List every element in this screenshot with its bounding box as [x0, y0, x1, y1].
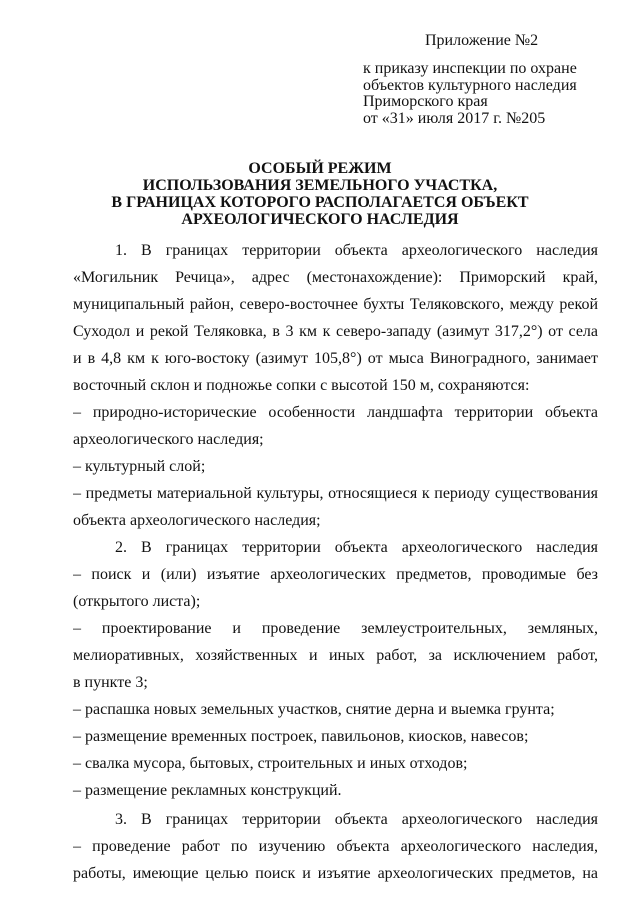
body-line: – проведение работ по изучению объекта археологического наследия,	[73, 838, 598, 855]
body-line: работы, имеющие целью поиск и изъятие археологических предметов, на	[73, 865, 598, 882]
document-title	[0, 160, 640, 228]
body-line: – размещение временных построек, павильонов, киосков, навесов;	[73, 728, 529, 745]
body-line: в пункте 3;	[73, 674, 148, 691]
body-line: объекта археологического наследия;	[73, 512, 321, 529]
order-line: от «31» июля 2017 г. №205	[363, 109, 546, 127]
title-line: В ГРАНИЦАХ КОТОРОГО РАСПОЛАГАЕТСЯ ОБЪЕКТ	[111, 194, 529, 211]
body-line: 1. В границах территории объекта археологического наследия	[115, 242, 598, 259]
order-line: к приказу инспекции по охране	[363, 60, 577, 77]
body-line: (открытого листа);	[73, 593, 201, 610]
body-line: «Могильник Речица», адрес (местонахождение): Приморский край,	[73, 269, 598, 286]
order-reference	[363, 61, 623, 127]
body-line: – распашка новых земельных участков, снятие дерна и выемка грунта;	[73, 701, 555, 718]
body-line: археологического наследия;	[73, 431, 264, 448]
body-line: – природно-исторические особенности ландшафта территории объекта	[73, 404, 598, 421]
body-line: – культурный слой;	[73, 458, 206, 475]
body-line: муниципальный район, северо-восточнее бухты Теляковского, между рекой	[73, 296, 598, 313]
body-line: восточный склон и подножье сопки с высотой 150 м, сохраняются:	[73, 377, 530, 394]
body-line: 3. В границах территории объекта археологического наследия	[115, 811, 598, 828]
body-line: – свалка мусора, бытовых, строительных и иных отходов;	[73, 755, 468, 772]
body-line: и в 4,8 км к юго-востоку (азимут 105,8°) от мыса Виноградного, занимает	[73, 350, 598, 367]
appendix-number: Приложение №2	[425, 32, 539, 49]
body-line: Суходол и рекой Теляковка, в 3 км к северо-западу (азимут 317,2°) от села	[73, 323, 598, 340]
title-line: ИСПОЛЬЗОВАНИЯ ЗЕМЕЛЬНОГО УЧАСТКА,	[142, 177, 498, 194]
title-line: АРХЕОЛОГИЧЕСКОГО НАСЛЕДИЯ	[181, 211, 459, 228]
body-line: 2. В границах территории объекта археологического наследия	[115, 539, 598, 556]
body-line: – проектирование и проведение землеустроительных, земляных,	[73, 620, 598, 637]
body-line: – поиск и (или) изъятие археологических предметов, проводимые без	[73, 566, 598, 583]
order-line: Приморского края	[363, 93, 488, 110]
title-line: ОСОБЫЙ РЕЖИМ	[248, 160, 392, 177]
body-line: – размещение рекламных конструкций.	[73, 782, 342, 799]
body-line: – предметы материальной культуры, относящиеся к периоду существования	[73, 485, 598, 502]
body-line: мелиоративных, хозяйственных и иных работ, за исключением работ,	[73, 647, 598, 664]
order-line: объектов культурного наследия	[363, 76, 577, 94]
